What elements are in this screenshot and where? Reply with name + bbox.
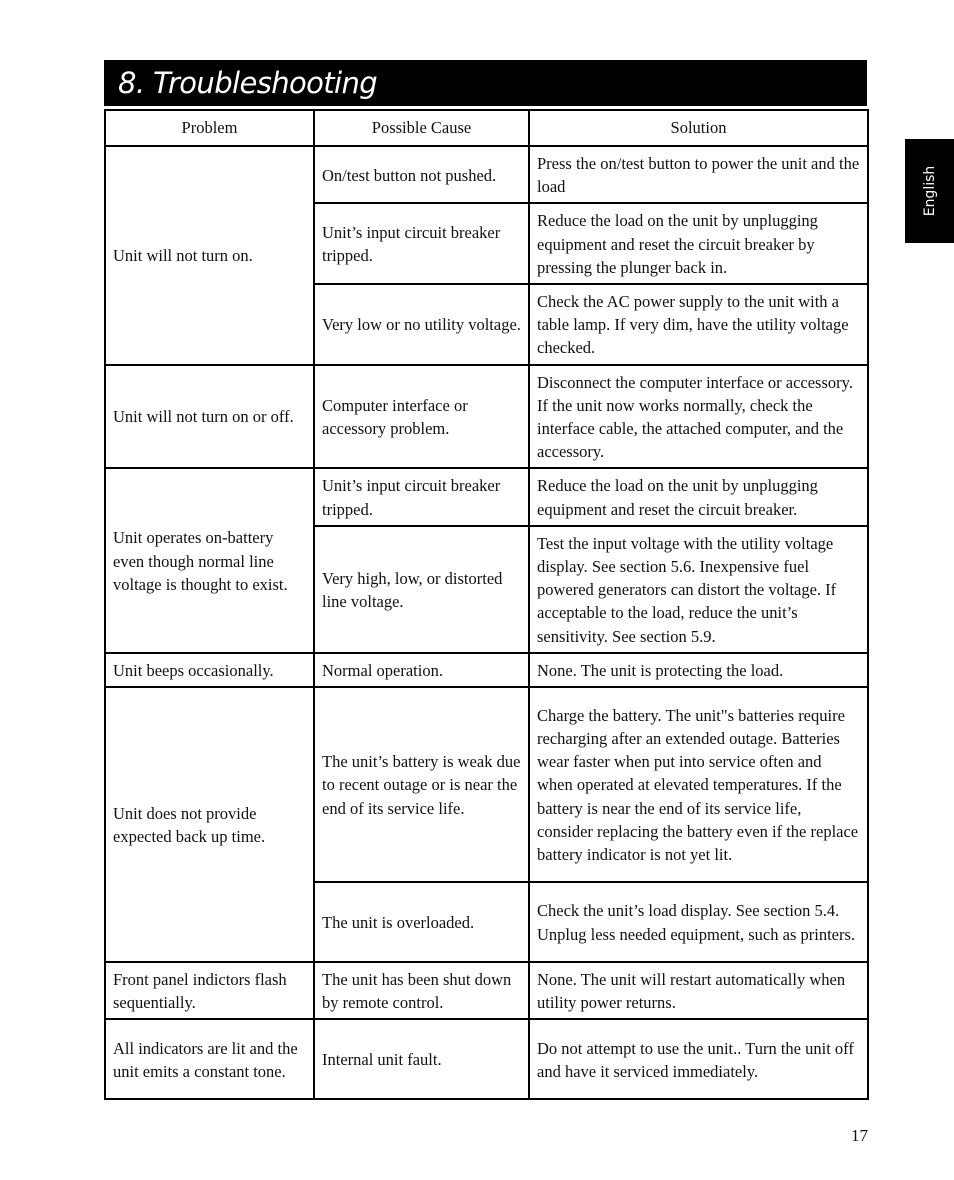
solution-cell: Test the input voltage with the utility voltage display. See section 5.6. Inexpensive fuel powered generators can distort the voltage. If acceptable to the load, reduce the unit’s sensitivity. See section 5.9.	[529, 526, 868, 653]
table-row	[105, 468, 868, 525]
cause-cell: Internal unit fault.	[314, 1019, 529, 1099]
table-row	[105, 653, 868, 687]
cause-cell: The unit has been shut down by remote control.	[314, 962, 529, 1019]
cause-cell: The unit’s battery is weak due to recent outage or is near the end of its service life.	[314, 687, 529, 882]
page-number: 17	[851, 1126, 868, 1145]
troubleshooting-table	[104, 109, 869, 1100]
table-row	[105, 687, 868, 882]
cause-cell: Very high, low, or distorted line voltage.	[314, 526, 529, 653]
problem-cell: Unit operates on-battery even though normal line voltage is thought to exist.	[105, 468, 314, 652]
problem-cell: Unit beeps occasionally.	[105, 653, 314, 687]
page-title: 8. Troubleshooting	[118, 66, 378, 100]
column-header-solution: Solution	[529, 110, 868, 146]
table-row	[105, 1019, 868, 1099]
problem-cell: All indicators are lit and the unit emits a constant tone.	[105, 1019, 314, 1099]
column-header-problem: Problem	[105, 110, 314, 146]
problem-cell: Unit will not turn on or off.	[105, 365, 314, 469]
column-header-cause: Possible Cause	[314, 110, 529, 146]
table-row	[105, 365, 868, 469]
cause-cell: Very low or no utility voltage.	[314, 284, 529, 365]
cause-cell: Normal operation.	[314, 653, 529, 687]
solution-cell: Reduce the load on the unit by unplugging equipment and reset the circuit breaker by pressing the plunger back in.	[529, 203, 868, 284]
table-header-row	[105, 110, 868, 146]
solution-cell: Reduce the load on the unit by unplugging equipment and reset the circuit breaker.	[529, 468, 868, 525]
problem-cell: Unit does not provide expected back up time.	[105, 687, 314, 962]
language-tab	[905, 139, 954, 243]
cause-cell: Unit’s input circuit breaker tripped.	[314, 203, 529, 284]
solution-cell: Check the AC power supply to the unit with a table lamp. If very dim, have the utility voltage checked.	[529, 284, 868, 365]
cause-cell: The unit is overloaded.	[314, 882, 529, 962]
solution-cell: Check the unit’s load display. See section 5.4. Unplug less needed equipment, such as printers.	[529, 882, 868, 962]
solution-cell: None. The unit will restart automatically when utility power returns.	[529, 962, 868, 1019]
cause-cell: Unit’s input circuit breaker tripped.	[314, 468, 529, 525]
table-row	[105, 146, 868, 203]
cause-cell: On/test button not pushed.	[314, 146, 529, 203]
solution-cell: Charge the battery. The unit"s batteries require recharging after an extended outage. Batteries wear faster when put into service often and when operated at elevated temperatures. If the battery is near the end of its service life, consider replacing the battery even if the replace battery indicator is not yet lit.	[529, 687, 868, 882]
cause-cell: Computer interface or accessory problem.	[314, 365, 529, 469]
table-row	[105, 962, 868, 1019]
problem-cell: Unit will not turn on.	[105, 146, 314, 365]
section-header	[104, 60, 867, 106]
language-tab-label: English	[921, 165, 938, 217]
solution-cell: Do not attempt to use the unit.. Turn the unit off and have it serviced immediately.	[529, 1019, 868, 1099]
solution-cell: Disconnect the computer interface or accessory. If the unit now works normally, check the interface cable, the attached computer, and the accessory.	[529, 365, 868, 469]
problem-cell: Front panel indictors flash sequentially.	[105, 962, 314, 1019]
solution-cell: None. The unit is protecting the load.	[529, 653, 868, 687]
solution-cell: Press the on/test button to power the unit and the load	[529, 146, 868, 203]
